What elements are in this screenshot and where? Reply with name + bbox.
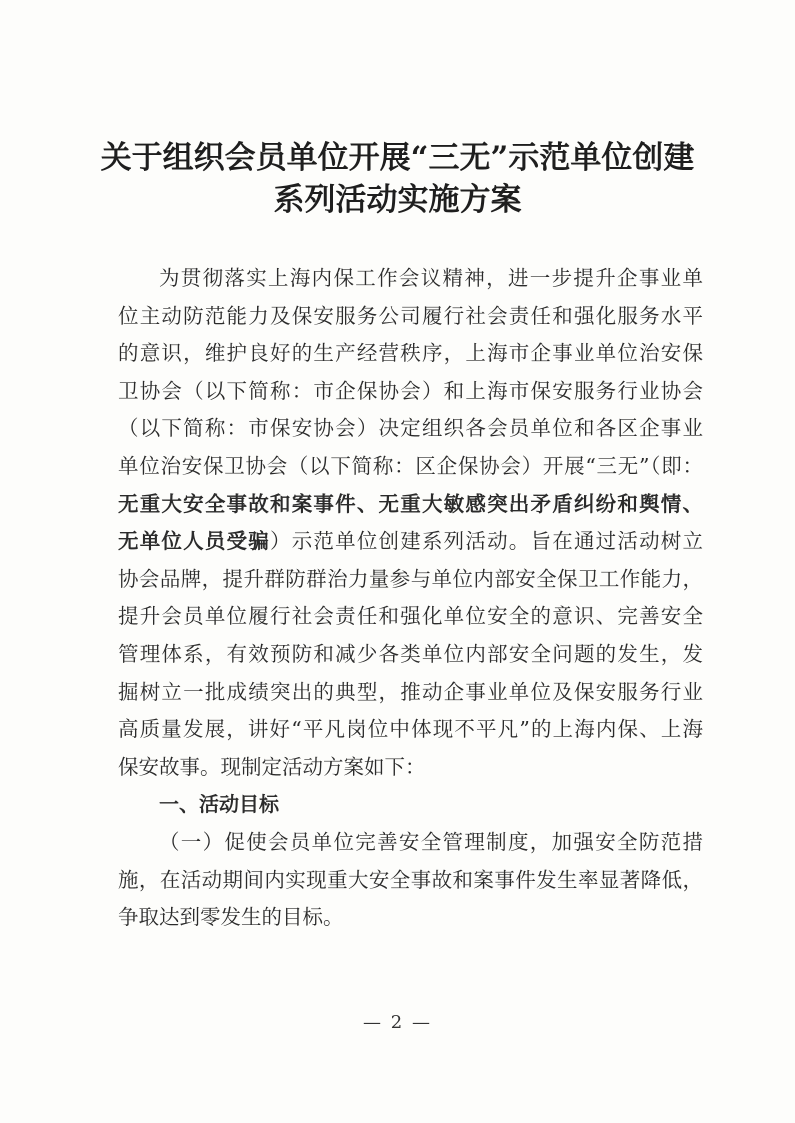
intro-mixed-rest: ）示范单位创建系列活动。旨在通过活动树立 bbox=[269, 529, 704, 554]
intro-line-11: 管理体系，有效预防和减少各类单位内部安全问题的发生，发 bbox=[118, 641, 703, 666]
section-1-heading bbox=[118, 786, 703, 824]
intro-line-3: 的意识，维护良好的生产经营秩序，上海市企事业单位治安保 bbox=[118, 341, 703, 366]
intro-line-2: 位主动防范能力及保安服务公司履行社会责任和强化服务水平 bbox=[118, 303, 703, 328]
section-1-heading-text: 一、活动目标 bbox=[159, 792, 279, 816]
item-1-line-1: （一）促使会员单位完善安全管理制度，加强安全防范措 bbox=[159, 830, 703, 854]
intro-mixed-line bbox=[118, 523, 703, 561]
intro-line-13: 高质量发展，讲好“平凡岗位中体现不平凡”的上海内保、上海 bbox=[118, 717, 703, 742]
intro-mixed-bold: 无单位人员受骗 bbox=[118, 529, 270, 554]
intro-line-4: 卫协会（以下简称：市企保协会）和上海市保安服务行业协会 bbox=[118, 378, 703, 403]
document-title-line-2: 系列活动实施方案 bbox=[273, 182, 522, 218]
intro-line-12: 掘树立一批成绩突出的典型，推动企事业单位及保安服务行业 bbox=[118, 679, 703, 704]
section-1-item-1 bbox=[118, 824, 703, 937]
item-1-line-2: 施，在活动期间内实现重大安全事故和案事件发生率显著降低， bbox=[118, 867, 703, 892]
page-number: — 2 — bbox=[363, 1012, 432, 1033]
intro-bold-line: 无重大安全事故和案事件、无重大敏感突出矛盾纠纷和舆情、 bbox=[118, 491, 703, 516]
intro-line-5: （以下简称：市保安协会）决定组织各会员单位和各区企事业 bbox=[118, 416, 703, 441]
item-1-line-3: 争取达到零发生的目标。 bbox=[118, 905, 344, 930]
intro-line-1: 为贯彻落实上海内保工作会议精神，进一步提升企事业单 bbox=[159, 266, 703, 290]
document-title-line-1: 关于组织会员单位开展“三无”示范单位创建 bbox=[100, 140, 695, 176]
intro-line-9: 协会品牌，提升群防群治力量参与单位内部安全保卫工作能力， bbox=[118, 566, 703, 591]
intro-line-6: 单位治安保卫协会（以下简称：区企保协会）开展“三无”（即： bbox=[118, 453, 703, 478]
intro-paragraph bbox=[118, 260, 703, 786]
intro-line-14: 保安故事。现制定活动方案如下： bbox=[118, 754, 426, 779]
intro-line-10: 提升会员单位履行社会责任和强化单位安全的意识、完善安全 bbox=[118, 604, 703, 629]
